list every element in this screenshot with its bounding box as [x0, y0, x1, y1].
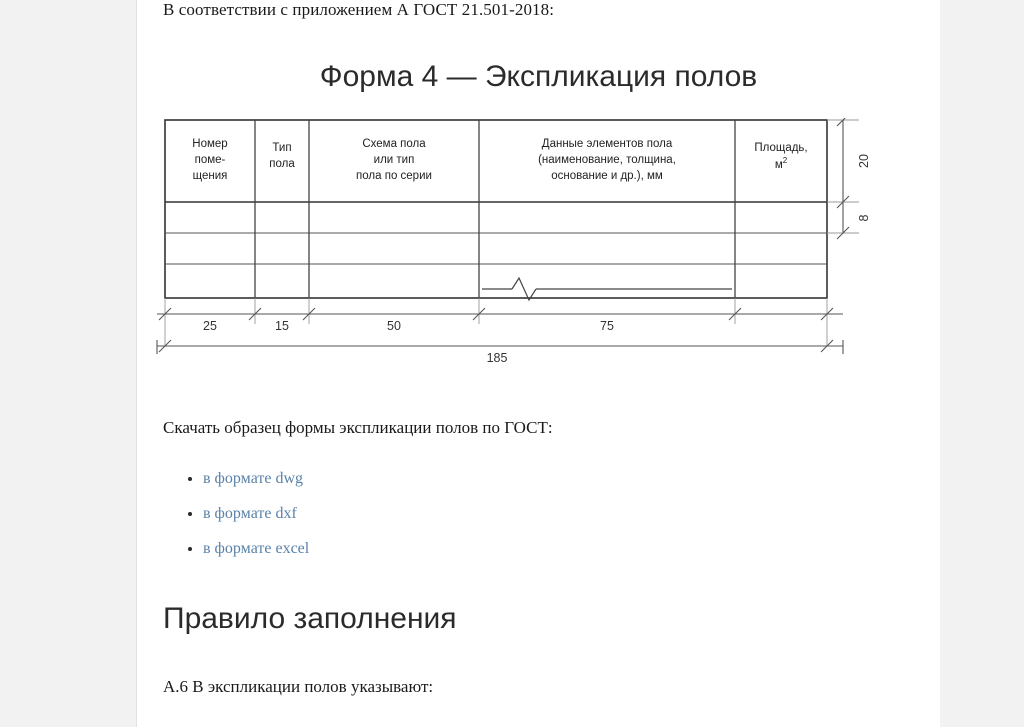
list-item [203, 505, 309, 523]
header-cell-2-line-1: или тип [373, 154, 415, 166]
dim-col-2: 50 [387, 319, 401, 333]
dim-col-1: 15 [275, 319, 289, 333]
page-left-gutter [0, 0, 137, 727]
list-item [203, 470, 309, 488]
dim-total: 185 [486, 351, 508, 365]
download-link-excel[interactable]: в формате excel [203, 540, 310, 557]
rule-paragraph: А.6 В экспликации полов указывают: [163, 677, 434, 696]
list-item [203, 540, 309, 558]
table-outer-frame [165, 120, 827, 298]
header-cell-4-line-0: Площадь, [754, 142, 808, 154]
header-cell-0-line-2: щения [192, 170, 228, 182]
intro-paragraph: В соответствии с приложением А ГОСТ 21.501-2018: [163, 0, 555, 19]
dim-row-height: 8 [857, 214, 871, 222]
page-title: Форма 4 — Экспликация полов [319, 60, 758, 93]
download-label: Скачать образец формы экспликации полов по ГОСТ: [163, 418, 553, 437]
document-content [137, 0, 940, 727]
page-right-gutter [939, 0, 1024, 727]
header-cell-1-line-1: пола [269, 158, 295, 170]
header-cell-3-line-2: основание и др.), мм [551, 170, 663, 182]
header-cell-0-line-1: поме- [194, 154, 226, 166]
download-link-dwg[interactable]: в формате dwg [203, 470, 304, 487]
download-links-list [163, 470, 309, 575]
column-dimension-values [203, 319, 614, 333]
header-cell-0-line-0: Номер [192, 138, 228, 150]
download-link-dxf[interactable]: в формате dxf [203, 505, 297, 522]
vertical-dimension-lines [837, 118, 849, 239]
dim-header-height: 20 [857, 154, 871, 168]
table-body-rows [165, 233, 827, 264]
header-cell-3-line-1: (наименование, толщина, [538, 154, 676, 166]
break-line-symbol [482, 278, 732, 300]
header-cell-2-line-0: Схема пола [362, 138, 426, 150]
table-header-texts [192, 138, 807, 182]
section-heading-rules: Правило заполнения [163, 602, 457, 635]
header-cell-4-line-1: $м^2$ [774, 156, 788, 171]
dimension-extension-lines [165, 298, 827, 346]
dim-col-0: 25 [203, 319, 217, 333]
floor-schedule-drawing [137, 118, 940, 373]
header-cell-1-line-0: Тип [272, 142, 292, 154]
header-cell-2-line-2: пола по серии [356, 170, 432, 182]
header-cell-3-line-0: Данные элементов пола [541, 138, 673, 150]
dim-col-3: 75 [600, 319, 614, 333]
column-dimension-line [157, 308, 843, 320]
